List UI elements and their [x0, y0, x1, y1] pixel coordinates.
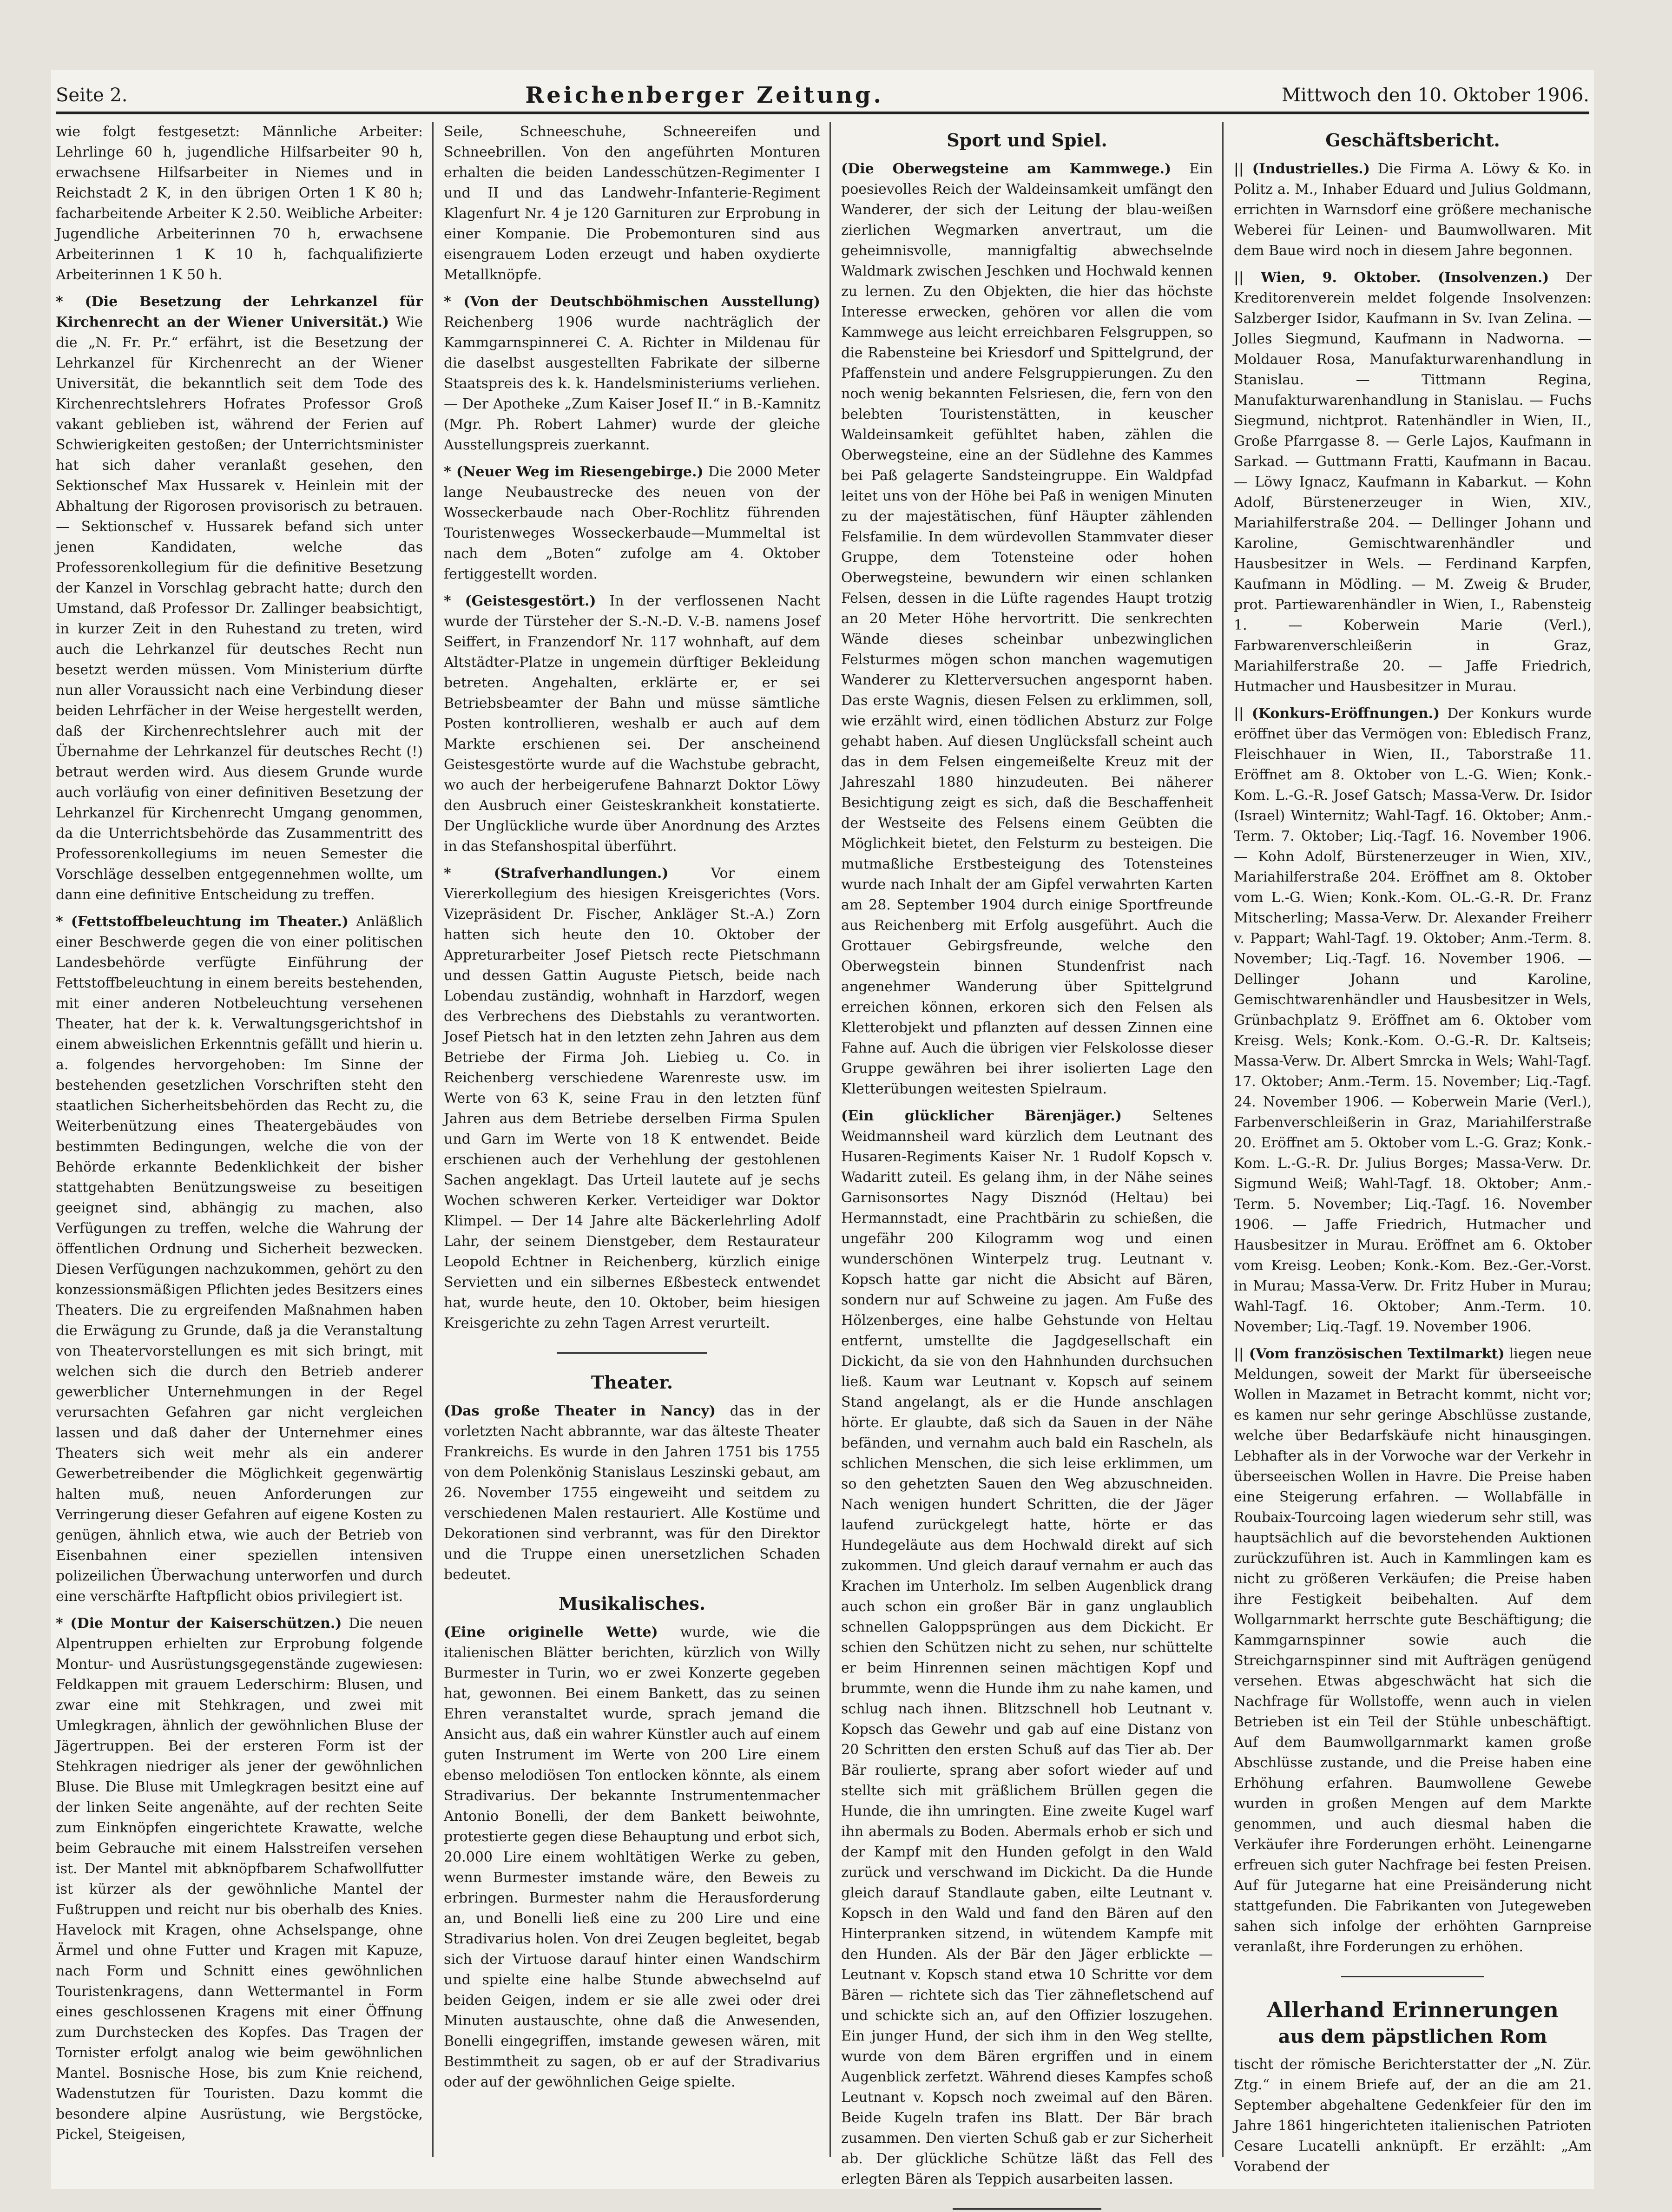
column-divider	[829, 122, 831, 2157]
article-lead: (Ein glücklicher Bärenjäger.)	[841, 1108, 1122, 1124]
article-riesengebirge	[444, 462, 820, 585]
article-geistesgestoert	[444, 591, 820, 857]
column-divider	[1222, 122, 1224, 2157]
article-industrielles	[1234, 159, 1592, 261]
page-header	[56, 81, 1589, 109]
issue-date: Mittwoch den 10. Oktober 1906.	[1282, 85, 1589, 106]
article-lead: * (Neuer Weg im Riesengebirge.)	[444, 464, 704, 480]
article-lead: (Eine originelle Wette)	[444, 1624, 658, 1640]
column-3	[841, 122, 1213, 2187]
article-body: Die neuen Alpentruppen erhielten zur Erprobung folgende Montur- und Ausrüstungsgegenstände zugewiesen: Feldkappen mit grauem Lederschirm: Blusen, und zwar eine mit Stehkragen, und zwei mit Umlegkragen, ähnlich der gewöhnlichen Bluse der Jägertruppen. Bei der ersteren Form ist der Stehkragen niedriger als jener der gewöhnlichen Bluse. Die Bluse mit Umlegkragen besitzt eine auf der linken Seite angenähte, auf der rechten Seite zum Einknöpfen eingerichtete Krawatte, welche beim Gebrauche mit einem Halsstreifen versehen ist. Der Mantel mit abknöpfbarem Schafwollfutter ist kürzer als der gewöhnliche Mantel der Fußtruppen und reicht nur bis oberhalb des Knies. Havelock mit Kragen, ohne Achselspange, ohne Ärmel und ohne Futter und Kragen mit Kapuze, nach Form und Schnitt eines gewöhnlichen Touristenkragens, dann Wettermantel in Form eines geschlossenen Kragens mit einer Öffnung zum Durchstecken des Kopfes. Das Tragen der Tornister erfolgt analog wie beim gewöhnlichen Mantel. Bosnische Hose, bis zum Knie reichend, Wadenstutzen für Touristen. Dazu kommt die besondere alpine Ausrüstung, wie Bergstöcke, Pickel, Steigeisen,	[56, 1615, 423, 2143]
article-baerenjaeger	[841, 1106, 1213, 2190]
article-body: wurde, wie die italienischen Blätter berichten, kürzlich von Willy Burmester in Turin, wo er zwei Konzerte gegeben hat, gewonnen. Bei einem Bankett, das zu seinen Ehren veranstaltet wurde, sprach jemand die Ansicht aus, daß ein wahrer Künstler auch auf einem guten Instrument im Werte von 200 Lire einem ebenso melodiösen Ton entlocken könnte, als einem Stradivarius. Der bekannte Instrumentenmacher Antonio Bonelli, der dem Bankett beiwohnte, protestierte gegen diese Behauptung und erbot sich, 20.000 Lire einem wohltätigen Werke zu geben, wenn Burmester imstande wäre, den Beweis zu erbringen. Burmester nahm die Herausforderung an, und Bonelli ließ eine zu 200 Lire und eine Stradivarius holen. Von drei Zeugen begleitet, begab sich der Virtuose darauf hinter einen Wandschirm und spielte eine halbe Stunde abwechselnd auf beiden Geigen, indem er sie alle zwei oder drei Minuten austauschte, ohne daß die Anwesenden, Bonelli eingegriffen, imstande gewesen wären, mit Bestimmtheit zu sagen, ob er auf der Stradivarius oder auf der gewöhnlichen Geige spielte.	[444, 1624, 820, 2090]
section-title-music: Musikalisches.	[558, 1593, 706, 1614]
article-body: Anläßlich einer Beschwerde gegen die von einer politischen Landesbehörde verfügte Einführung der Fettstoffbeleuchtung in einem bereits bestehenden, mit einer anderen Notbeleuchtung versehenen Theater, hat der k. k. Verwaltungsgerichtshof in einem abweislichen Erkenntnis gefällt und hierin u. a. folgendes hervorgehoben: Im Sinne der bestehenden gesetzlichen Vorschriften steht den staatlichen Sicherheitsbehörden das Recht zu, die Weiterbenützung eines Theatergebäudes von bestimmten Bedingungen, welche die von der Behörde erkannte Bedenklichkeit der bisher stattgehabten Benützungsweise zu beseitigen geeignet sind, abhängig zu machen, also Verfügungen zu treffen, welche die Wahrung der öffentlichen Ordnung und Sicherheit bezwecken. Diesen Verfügungen nachzukommen, gehört zu den konzessionsmäßigen Pflichten jedes Besitzers eines Theaters. Die zu ergreifenden Maßnahmen haben die Erwägung zu Grunde, daß ja die Veranstaltung von Theatervorstellungen es mit sich bringt, mit welchen sich die durch den Betrieb anderer gewerblicher Unternehmungen in der Regel verursachten Gefahren gar nicht vergleichen lassen und daß daher der Unternehmer eines Theaters sich weit mehr als ein anderer Gewerbetreibender die Möglichkeit gegenwärtig halten muß, neuen Anforderungen zur Verringerung dieser Gefahren auf eigene Kosten zu genügen, ähnlich etwa, wie auch der Betrieb von Eisenbahnen einer speziellen intensiven polizeilichen Überwachung unterworfen und durch eine verschärfte Haftpflicht obios privilegiert ist.	[56, 914, 423, 1605]
column-divider	[432, 122, 434, 2157]
section-divider	[1341, 1976, 1484, 1977]
column-1	[56, 122, 423, 2157]
column-2	[444, 122, 820, 2157]
article-body: Vor einem Viererkollegium des hiesigen Kreisgerichtes (Vors. Vizepräsident Dr. Fischer, Ankläger St.-A.) Zorn hatten sich heute den 10. Oktober der Appreturarbeiter Josef Pietsch recte Pietschmann und dessen Gattin Auguste Pietsch, beide nach Lobendau zuständig, wohnhaft in Harzdorf, wegen des Verbrechens des Diebstahls zu verantworten. Josef Pietsch hat in den letzten zehn Jahren aus dem Betriebe der Firma Joh. Liebieg u. Co. in Reichenberg verschiedene Warenreste usw. im Werte von 63 K, seine Frau in den letzten fünf Jahren aus dem Betriebe derselben Firma Spulen und Garn im Werte von 18 K entwendet. Beide erschienen auch der Verhehlung der gestohlenen Sachen angeklagt. Das Urteil lautete auf je sechs Wochen schweren Kerker. Verteidiger war Doktor Klimpel. — Der 14 Jahre alte Bäckerlehrling Adolf Lahr, der seinem Dienstgeber, dem Restaurateur Leopold Echtner in Reichenberg, kürzlich einige Servietten und ein silbernes Eßbesteck entwendet hat, wurde heute, den 10. Oktober, beim hiesigen Kreisgerichte zu zehn Tagen Arrest verurteilt.	[444, 865, 820, 1331]
article-strafverhandlungen	[444, 863, 820, 1334]
article-body: Reichenberg 1906 wurde nachträglich der Kammgarnspinnerei C. A. Richter in Mildenau für die daselbst ausgestellten Fabrikate der silberne Staatspreis des k. k. Handelsministeriums verliehen. — Der Apotheke „Zum Kaiser Josef II.“ in B.-Kamnitz (Mgr. Ph. Robert Lahmer) wurde der gleiche Ausstellungspreis zuerkannt.	[444, 314, 820, 453]
article-montur	[56, 1613, 423, 2145]
article-lead: * (Geistesgestört.)	[444, 593, 596, 609]
article-body: Die 2000 Meter lange Neubaustrecke des neuen von der Wosseckerbaude nach Ober-Rochlitz führenden Touristenweges Wosseckerbaude—Mummeltal ist nach dem „Boten“ zufolge am 4. Oktober fertiggestellt worden.	[444, 464, 820, 582]
newspaper-title: Reichenberger Zeitung.	[525, 82, 884, 108]
article-textilmarkt	[1234, 1344, 1592, 1957]
article-lead: || (Industrielles.)	[1234, 161, 1370, 177]
section-title-business: Geschäftsbericht.	[1325, 130, 1500, 151]
article-lead: * (Von der Deutschböhmischen Ausstellung)	[444, 294, 820, 310]
article-lead: * (Die Montur der Kaiserschützen.)	[56, 1615, 342, 1632]
article-theater-light	[56, 912, 423, 1607]
header-rule	[56, 112, 1589, 114]
article-lead: * (Die Besetzung der Lehrkanzel für Kirchenrecht an der Wiener Universität.)	[56, 294, 423, 330]
article-body: Die Firma A. Löwy & Ko. in Politz a. M., Inhaber Eduard und Julius Goldmann, errichten in Warnsdorf eine größere mechanische Weberei für Leinen- und Baumwollwaren. Mit dem Baue wird noch in diesem Jahre begonnen.	[1234, 161, 1592, 259]
article-oberwegsteine	[841, 159, 1213, 1099]
article-wette	[444, 1622, 820, 2093]
section-title-theater: Theater.	[591, 1372, 673, 1393]
article-montur-cont: Seile, Schneeschuhe, Schneereifen und Schneebrillen. Von den angeführten Monturen erhalten die beiden Landesschützen-Regimenter I und II und das Landwehr-Infanterie-Regiment Klagenfurt Nr. 4 je 120 Garnituren zur Erprobung in einer Kompanie. Die Probemonturen sind aus eisengrauem Loden erzeugt und haben oxydierte Metallknöpfe.	[444, 124, 820, 283]
article-lead: (Das große Theater in Nancy)	[444, 1403, 716, 1419]
section-title-sport: Sport und Spiel.	[947, 130, 1107, 151]
article-konkurs	[1234, 704, 1592, 1337]
article-end-rule	[953, 2208, 1101, 2210]
article-nancy	[444, 1401, 820, 1585]
article-body: Der Konkurs wurde eröffnet über das Vermögen von: Ebledisch Franz, Fleischhauer in Wien, II., Taborstraße 11. Eröffnet am 8. Oktober von L.-G. Wien; Konk.-Kom. L.-G.-R. Josef Gatsch; Massa-Verw. Dr. Isidor (Israel) Winternitz; Wahl-Tagf. 16. Oktober; Anm.-Term. 7. Oktober; Liq.-Tagf. 16. November 1906. — Kohn Adolf, Bürstenerzeuger in Wien, XIV., Mariahilferstraße 204. Eröffnet am 8. Oktober vom L.-G. Wien; Konk.-Kom. OL.-G.-R. Dr. Franz Mitscherling; Massa-Verw. Dr. Alexander Freiherr v. Pappart; Wahl-Tagf. 19. Oktober; Anm.-Term. 8. November; Liq.-Tagf. 16. November 1906. — Dellinger Johann und Karoline, Gemischtwarenhändler und Hausbesitzer in Wels, Grünbachplatz 9. Eröffnet am 6. Oktober vom Kreisg. Wels; Konk.-Kom. O.-G.-R. Dr. Kaltseis; Massa-Verw. Dr. Albert Smrcka in Wels; Wahl-Tagf. 17. Oktober; Anm.-Term. 15. November; Liq.-Tagf. 24. November 1906. — Koberwein Marie (Verl.), Farbenverschleißerin in Graz, Mariahilferstraße 20. Eröffnet am 5. Oktober vom L.-G. Graz; Konk.-Kom. L.-G.-R. Dr. Julius Borges; Massa-Verw. Dr. Sigmund Weiß; Wahl-Tagf. 18. Oktober; Anm.-Term. 5. November; Liq.-Tagf. 16. November 1906. — Jaffe Friedrich, Hutmacher und Hausbesitzer in Murau. Eröffnet am 6. Oktober vom Kreisg. Leoben; Konk.-Kom. Bez.-Ger.-Vorst. in Murau; Massa-Verw. Dr. Fritz Huber in Murau; Wahl-Tagf. 16. Oktober; Anm.-Term. 10. November; Liq.-Tagf. 19. November 1906.	[1234, 705, 1592, 1335]
section-divider	[557, 1352, 707, 1354]
article-insolvenzen	[1234, 268, 1592, 697]
article-body: In der verflossenen Nacht wurde der Türsteher der S.-N.-D. V.-B. namens Josef Seiffert, in Franzendorf Nr. 117 wohnhaft, auf dem Altstädter-Platze in ungemein dürftiger Bekleidung betreten. Angehalten, erklärte er, er sei Betriebsbeamter der Bahn und müsse sämtliche Posten kontrollieren, weshalb er auch auf dem Markte erschienen sei. Der anscheinend Geistesgestörte wurde auf die Wachstube gebracht, wo auch der herbeigerufene Bahnarzt Doktor Löwy den Ausbruch einer Geisteskrankheit konstatierte. Der Unglückliche wurde über Anordnung des Arztes in das Stefanshospital überführt.	[444, 593, 820, 855]
article-body: Seltenes Weidmannsheil ward kürzlich dem Leutnant des Husaren-Regiments Kaiser Nr. 1 Rudolf Kopsch v. Wadaritt zuteil. Es gelang ihm, in der Nähe seines Garnisonsortes Nagy Disznód (Heltau) bei Hermannstadt, eine Prachtbärin zu schießen, die ungefähr 200 Kilogramm wog und einen wunderschönen Winterpelz trug. Leutnant v. Kopsch hatte gar nicht die Absicht auf Bären, sondern nur auf Schweine zu jagen. Am Fuße des Hölzenberges, eine halbe Gehstunde von Heltau entfernt, umstellte die Jagdgesellschaft ein Dickicht, da sie von den Hahnhunden durchsuchen ließ. Kaum war Leutnant v. Kopsch auf seinem Stand angelangt, als er die Hunde anschlagen hörte. Er glaubte, daß sich da Sauen in der Nähe befänden, und vernahm auch bald ein Rascheln, als schlichen Menschen, die sich leise erklimmen, um so den gehetzten Sauen den Weg abzuschneiden. Nach wenigen hundert Schritten, die der Jäger laufend zurückgelegt hatte, hörte er das Hundegeläute aus dem Hochwald direkt auf sich zukommen. Und gleich darauf vernahm er auch das Krachen im Unterholz. Im selben Augenblick drang auch schon ein großer Bär in ganz unglaublich schnellen Galoppsprüngen aus dem Dickicht. Er schien den Schützen nicht zu sehen, nur schüttelte er beim Hinrennen seinen mächtigen Kopf und brummte, wenn die Hunde ihm zu nahe kamen, und schlug nach ihnen. Blitzschnell hob Leutnant v. Kopsch das Gewehr und gab auf eine Distanz von 20 Schritten den ersten Schuß auf das Tier ab. Der Bär roulierte, sprang aber sofort wieder auf und stellte sich mit gräßlichem Brüllen gegen die Hunde, die ihn umringten. Eine zweite Kugel warf ihn abermals zu Boden. Abermals erhob er sich und der Kampf mit den Hunden gefolgt in den Wald zurück und verschwand im Dickicht. Da die Hunde gleich darauf Standlaute gaben, eilte Leutnant v. Kopsch in den Wald und fand den Bären auf den Hinterpranken sitzend, in wütendem Kampfe mit den Hunden. Als der Bär den Jäger erblickte — Leutnant v. Kopsch stand etwa 10 Schritte vor dem Bären — richtete sich das Tier zähnefletschend auf und schickte sich an, auf den Offizier loszugehen. Ein junger Hund, der sich ihm in den Weg stellte, wurde von dem Bären ergriffen und in einem Augenblick zerfetzt. Während dieses Kampfes schoß Leutnant v. Kopsch noch zweimal auf den Bären. Beide Kugeln trafen ins Blatt. Der Bär brach zusammen. Den vierten Schuß gab er zur Sicherheit ab. Der glückliche Schütze läßt das Fell des erlegten Bären als Teppich ausarbeiten lassen.	[841, 1108, 1213, 2187]
article-rom: tischt der römische Berichterstatter der „N. Zür. Ztg.“ in einem Briefe auf, der an die am 21. September abgehaltene Gedenkfeier für den im Jahre 1861 hingerichteten italienischen Patrioten Cesare Lucatelli anknüpft. Er erzählt: „Am Vorabend der	[1234, 2056, 1592, 2175]
article-lead: * (Strafverhandlungen.)	[444, 865, 669, 882]
article-body: Der Kreditorenverein meldet folgende Insolvenzen: Salzberger Isidor, Kaufmann in Sv. Ivan Zelina. — Jolles Siegmund, Kaufmann in Nadworna. — Moldauer Rosa, Manufakturwarenhandlung in Stanislau. — Tittmann Regina, Manufakturwarenhandlung in Stanislau. — Fuchs Siegmund, nichtprot. Ratenhändler in Wien, II., Große Pfarrgasse 8. — Gerle Lajos, Kaufmann in Sarkad. — Guttmann Fratti, Kaufmann in Bacau. — Löwy Ignacz, Kaufmann in Kabarkut. — Kohn Adolf, Bürstenerzeuger in Wien, XIV., Mariahilferstraße 204. — Dellinger Johann und Karoline, Gemischtwarenhändler und Hausbesitzer in Wels. — Ferdinand Karpfen, Kaufmann in Mödling. — M. Zweig & Bruder, prot. Partiewarenhändler in Wien, I., Rabensteig 1. — Koberwein Marie (Verl.), Farbwarenverschleißerin in Graz, Mariahilferstraße 20. — Jaffe Friedrich, Hutmacher und Hausbesitzer in Murau.	[1234, 270, 1592, 695]
article-lead: (Die Oberwegsteine am Kammwege.)	[841, 161, 1172, 177]
article-lead: || (Vom französischen Textilmarkt)	[1234, 1346, 1505, 1362]
column-4	[1234, 122, 1592, 2175]
article-body: das in der vorletzten Nacht abbrannte, war das älteste Theater Frankreichs. Es wurde in den Jahren 1751 bis 1755 von dem Polenkönig Stanislaus Leszinski gebaut, am 26. November 1755 eingeweiht und seitdem zu verschiedenen Malen restauriert. Alle Kostüme und Dekorationen sind verbrannt, was für den Direktor und die Truppe einen unersetzlichen Schaden bedeutet.	[444, 1403, 820, 1583]
feuilleton-title: Allerhand Erinnerungen	[1267, 1997, 1559, 2022]
article-body: liegen neue Meldungen, soweit der Markt für überseeische Wollen in Mazamet in Betracht kommt, nicht vor; es kamen nur sehr geringe Abschlüsse zustande, welche über Bedarfskäufe nicht hinausgingen. Lebhafter als in der Vorwoche war der Verkehr in überseeischen Wollen in Havre. Die Preise haben eine Steigerung erfahren. — Wollabfälle in Roubaix-Tourcoing lagen wiederum sehr still, was hauptsächlich auf die bevorstehenden Auktionen zurückzuführen ist. Auch in Kammlingen kam es nicht zu größeren Verkäufen; die Preise haben ihre Festigkeit beibehalten. Auf dem Wollgarnmarkt herrschte gute Beschäftigung; die Kammgarnspinner sowie auch die Streichgarnspinner sind mit Aufträgen genügend versehen. Etwas abgeschwächt hat sich die Nachfrage für Wollstoffe, wenn auch in vielen Betrieben ist ein Teil der Stühle unbeschäftigt. Auf dem Baumwollgarnmarkt kamen große Abschlüsse zustande, und die Preise haben eine Erhöhung erfahren. Baumwollene Gewebe wurden in großen Mengen auf dem Markte genommen, und auch diesmal haben die Verkäufer ihre Forderungen erhöht. Leinengarne erfreuen sich guter Nachfrage bei festen Preisen. Auf für Jutegarne hat eine Preisänderung nicht stattgefunden. Die Fabrikanten von Jutegeweben sahen sich infolge der erhöhten Garnpreise veranlaßt, ihre Forderungen zu erhöhen.	[1234, 1346, 1592, 1955]
article-lehrkanzel	[56, 292, 423, 905]
article-ausstellung	[444, 292, 820, 455]
article-wages: wie folgt festgesetzt: Männliche Arbeiter: Lehrlinge 60 h, jugendliche Hilfsarbeiter 90 h, erwachsene Hilfsarbeiter in Niemes und in Reichstadt 2 K, in den übrigen Orten 1 K 80 h; facharbeitende Arbeiter K 2.50. Weibliche Arbeiter: Jugendliche Arbeiterinnen 70 h, erwachsene Arbeiterinnen 1 K 10 h, fachqualifizierte Arbeiterinnen 1 K 50 h.	[56, 124, 423, 283]
article-lead: || Wien, 9. Oktober. (Insolvenzen.)	[1234, 270, 1549, 286]
article-body: Wie die „N. Fr. Pr.“ erfährt, ist die Besetzung der Lehrkanzel für Kirchenrecht an der Wiener Universität, die bekanntlich seit dem Tode des Kirchenrechtslehrers Hofrates Professor Groß vakant geblieben ist, während der Ferien auf Schwierigkeiten gestoßen; der Unterrichtsminister hat sich daher veranlaßt gesehen, den Sektionschef Max Hussarek v. Heinlein mit der Abhaltung der Rigorosen provisorisch zu betrauen. — Sektionschef v. Hussarek befand sich unter jenen Kandidaten, welche das Professorenkollegium für die definitive Besetzung der Kanzel in Vorschlag gebracht hatte; durch den Umstand, daß Professor Dr. Zallinger beabsichtigt, in kurzer Zeit in den Ruhestand zu treten, wird auch die Lehrkanzel für deutsches Recht nun besetzt werden müssen. Vom Ministerium dürfte nun aller Voraussicht nach eine Verbindung dieser beiden Lehrfächer in der Weise hergestellt werden, daß der Kirchenrechtslehrer auch mit der Übernahme der Lehrkanzel für deutsches Recht (!) betraut werden wird. Aus diesem Grunde wurde auch vorläufig von einer definitiven Besetzung der Lehrkanzel für Kirchenrecht Umgang genommen, da die Unterrichtsbehörde das Zusammentritt des Professorenkollegiums im neuen Semester die Vorschläge desselben entgegennehmen wollte, um dann eine definitive Entscheidung zu treffen.	[56, 314, 423, 903]
article-lead: * (Fettstoffbeleuchtung im Theater.)	[56, 914, 349, 930]
article-lead: || (Konkurs-Eröffnungen.)	[1234, 705, 1440, 722]
article-body: Ein poesievolles Reich der Waldeinsamkeit umfängt den Wanderer, der sich der Leitung der blau-weißen zierlichen Wegmarken anvertraut, um die geheimnisvolle, mannigfaltig abwechselnde Waldmark zwischen Jeschken und Hochwald kennen zu lernen. Zu den Objekten, die hier das höchste Interesse erwecken, gehören vor allen die vom Kammwege aus leicht erreichbaren Felsgruppen, so die Rabensteine bei Kriesdorf und Spittelgrund, der Pfaffenstein und andere Felsgruppierungen. Zu den noch wenig bekannten Felsriesen, die, fern von den belebten Touristenstätten, in keuscher Waldeinsamkeit gefühltet haben, zählen die Oberwegsteine, eine an der Südlehne des Kammes bei Paß gelagerte Sandsteingruppe. Ein Waldpfad leitet uns von der Höhe bei Paß in wenigen Minuten zu der majestätischen, fünf Häupter zählenden Felsfamilie. In dem würdevollen Stammvater dieser Gruppe, dem Totensteine oder hohen Oberwegsteine, bewundern wir einen schlanken Felsen, dessen in die Lüfte ragendes Haupt trotzig an 20 Meter Höhe hervortritt. Die senkrechten Wände dieses scheinbar unbezwinglichen Felsturmes mögen schon manchen wagemutigen Wanderer zu Kletterversuchen angespornt haben. Das erste Wagnis, diesen Felsen zu erklimmen, soll, wie erzählt wird, einen tödlichen Absturz zur Folge gehabt haben. Auf diesen Unglücksfall scheint auch das in dem Felsen eingemeißelte Kreuz mit der Jahreszahl 1880 hinzudeuten. Bei näherer Besichtigung zeigt es sich, daß die Beschaffenheit der Westseite des Felsens einem Geübten die Möglichkeit bietet, den Felsturm zu besteigen. Die mutmaßliche Erstbesteigung des Totensteines wurde nach Inhalt der am Gipfel verwahrten Karten am 28. September 1904 durch einige Sportfreunde aus Reichenberg mit Erfolg ausgeführt. Auch die Grottauer Gebirgsfreunde, welche den Oberwegstein binnen Stundenfrist nach angenehmer Wanderung über Spittelgrund erreichen können, erkoren sich den Felsen als Kletterobjekt und pflanzten auf dessen Zinnen eine Fahne auf. Auch die übrigen vier Felskolosse dieser Gruppe gewähren bei ihrer isolierten Lage den Kletterübungen weitesten Spielraum.	[841, 161, 1213, 1097]
page-number: Seite 2.	[56, 85, 128, 106]
feuilleton-subtitle: aus dem päpstlichen Rom	[1278, 2026, 1547, 2047]
